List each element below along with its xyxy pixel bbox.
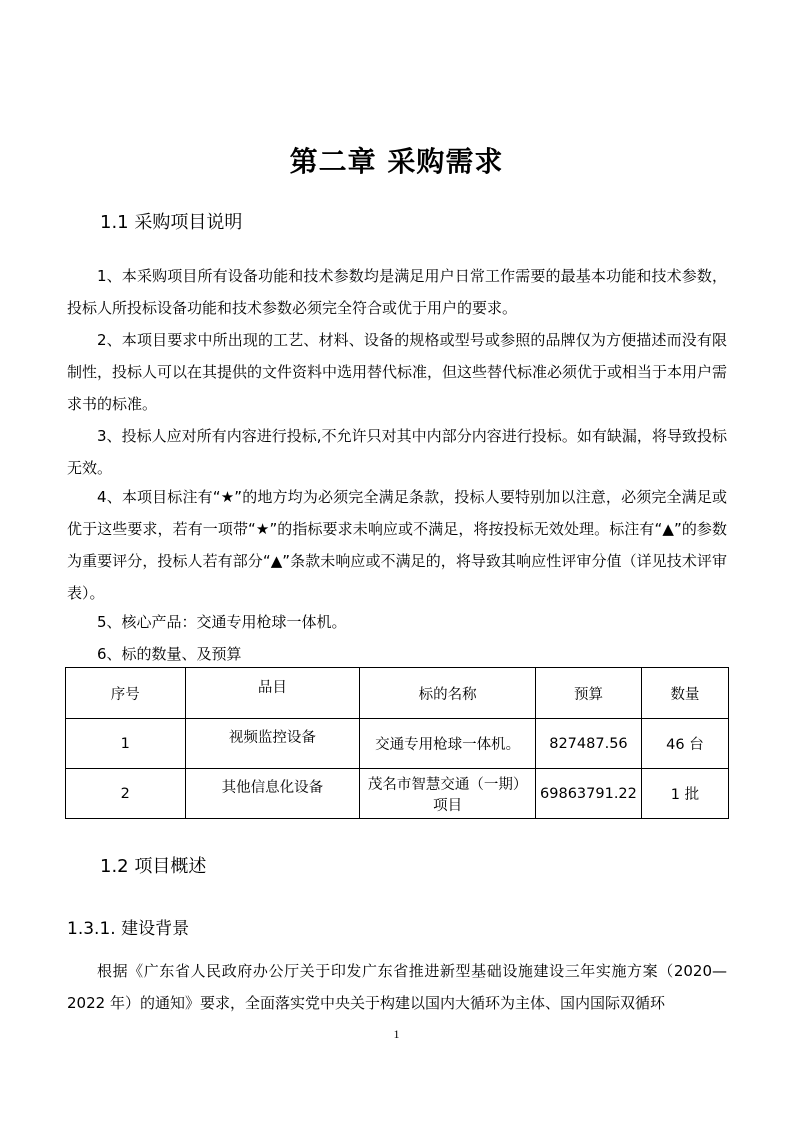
background-paragraph: 根据《广东省人民政府办公厅关于印发广东省推进新型基础设施建设三年实施方案（2020—2022 年）的通知》要求，全面落实党中央关于构建以国内大循环为主体、国内国际双循环 [67,962,727,1012]
paragraph-1: 1、本采购项目所有设备功能和技术参数均是满足用户日常工作需要的最基本功能和技术参数，投标人所投标设备功能和技术参数必须完全符合或优于用户的要求。 [67,267,727,317]
cell-item-name: 交通专用枪球一体机。 [360,719,536,769]
page-number: 1 [393,1027,400,1041]
section-heading-1-3-1: 1.3.1. 建设背景 [67,919,190,939]
header-category [185,668,360,719]
table-header-row [66,668,729,719]
cell-quantity: 46 台 [641,719,728,769]
header-category-label: 品目 [257,679,287,696]
cell-budget: 69863791.22 [536,769,642,819]
section-heading-1-2: 1.2 项目概述 [100,856,207,877]
table-row [66,719,729,769]
chapter-title: 第二章 采购需求 [289,145,504,178]
cell-quantity: 1 批 [641,769,728,819]
header-item-name: 标的名称 [360,668,536,719]
cell-index: 2 [66,769,186,819]
header-budget: 预算 [536,668,642,719]
cell-budget: 827487.56 [536,719,642,769]
item-5: 5、核心产品：交通专用枪球一体机。 [97,613,347,631]
header-quantity: 数量 [641,668,728,719]
cell-index: 1 [66,719,186,769]
paragraph-4: 4、本项目标注有“★”的地方均为必须完全满足条款，投标人要特别加以注意，必须完全满足或优于这些要求，若有一项带“★”的指标要求未响应或不满足，将按投标无效处理。标注有“▲”的参数为重要评分，投标人若有部分“▲”条款未响应或不满足的，将导致其响应性评审分值（详见技术评审表）。 [67,488,727,602]
cell-category-label: 视频监控设备 [228,730,316,746]
cell-category [185,769,360,819]
cell-category-label: 其他信息化设备 [221,780,324,796]
cell-category [185,719,360,769]
section-heading-1-1: 1.1 采购项目说明 [100,212,243,233]
paragraph-2: 2、本项目要求中所出现的工艺、材料、设备的规格或型号或参照的品牌仅为方便描述而没有限制性，投标人可以在其提供的文件资料中选用替代标准，但这些替代标准必须优于或相当于本用户需求书的标准。 [67,331,728,413]
paragraph-3: 3、投标人应对所有内容进行投标,不允许只对其中内部分内容进行投标。如有缺漏，将导致投标无效。 [67,427,727,477]
table-row [66,769,729,819]
header-index: 序号 [66,668,186,719]
budget-table [65,667,729,819]
item-6: 6、标的数量、及预算 [97,645,242,663]
cell-item-name: 茂名市智慧交通（一期）项目 [360,769,536,819]
